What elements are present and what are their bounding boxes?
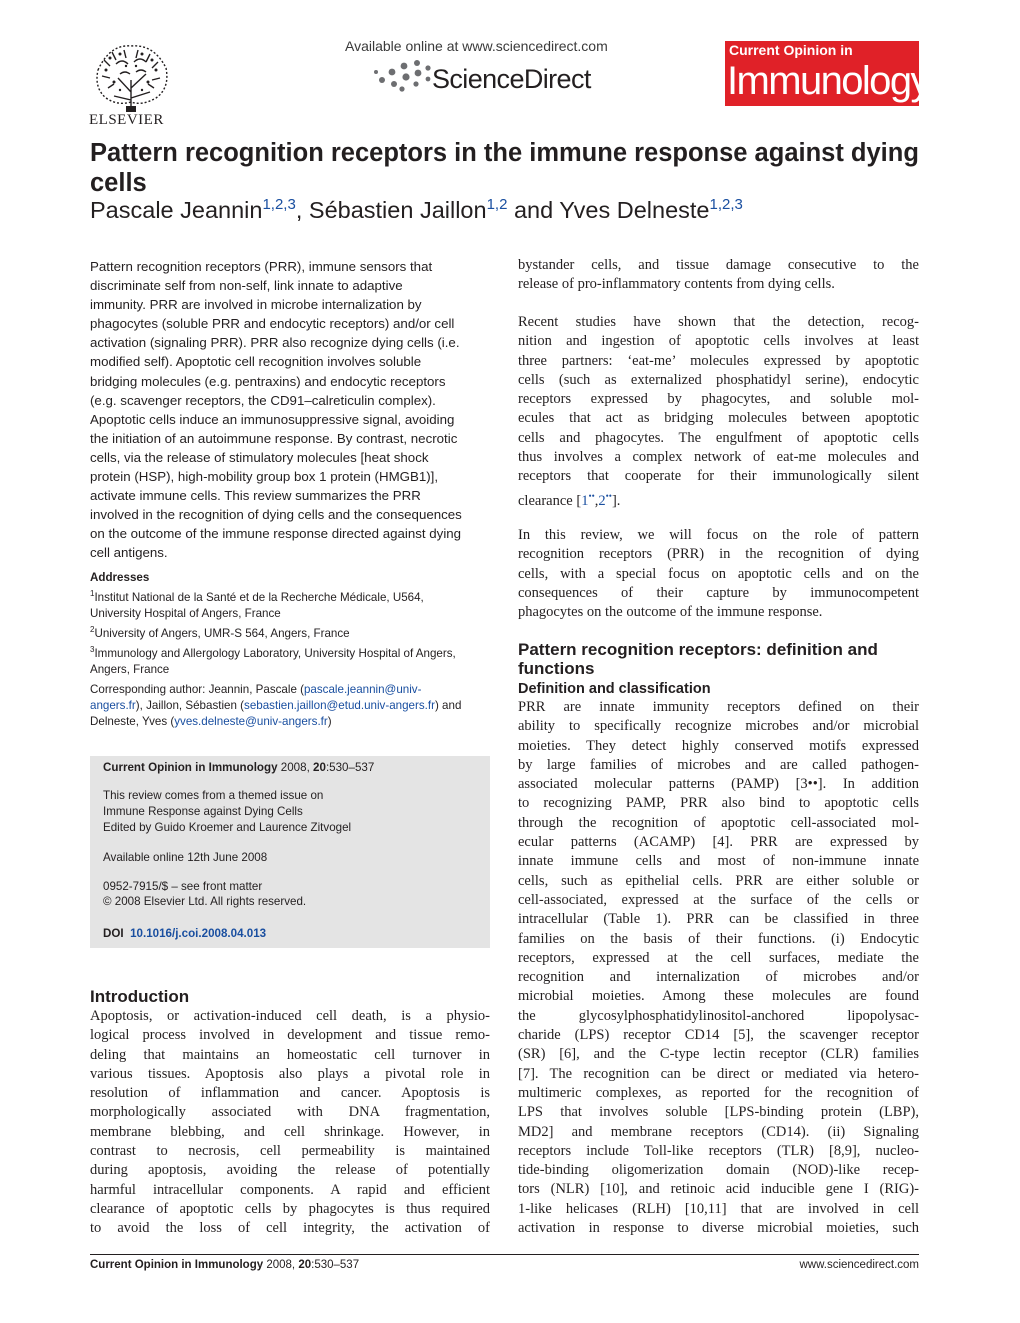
text-line: receptors include Toll-like receptors (TLR) [8,9], nucleo- bbox=[518, 1142, 919, 1159]
address-number: 2 bbox=[90, 624, 95, 634]
reference-importance: •• bbox=[588, 490, 595, 501]
year: 2008, bbox=[280, 761, 310, 774]
abstract-line: bridging molecules (e.g. pentraxins) and endocytic receptors bbox=[90, 373, 446, 389]
text-line: three partners: ‘eat-me’ molecules expressed by apoptotic bbox=[518, 352, 919, 369]
abstract-line: cell antigens. bbox=[90, 545, 168, 561]
text-line bbox=[518, 487, 919, 511]
text-line: bystander cells, and tissue damage consecutive to the bbox=[518, 257, 919, 273]
text-line: to avoid the loss of cell integrity, the activation of bbox=[90, 1220, 490, 1237]
footer-rule bbox=[90, 1254, 919, 1255]
copyright: © 2008 Elsevier Ltd. All rights reserved. bbox=[103, 895, 307, 908]
text-line: families on the basis of their functions. (i) Endocytic bbox=[518, 930, 919, 947]
text-line: ecules that act as bridging molecules between apoptotic bbox=[518, 410, 919, 427]
text-line: cells and phagocytes. The engulfment of apoptotic cells bbox=[518, 429, 919, 446]
text-line: deling that maintains an homeostatic cell turnover in bbox=[90, 1046, 490, 1063]
themed-issue-line: This review comes from a themed issue on bbox=[103, 789, 324, 802]
text-line: recognition receptors (PRR) in the recognition of dying bbox=[518, 546, 919, 563]
abstract-line: phagocytes (soluble PRR and endocytic receptors) and/or cell bbox=[90, 316, 455, 332]
abstract-line: cells, via the release of stimulatory molecules [heat shock bbox=[90, 449, 429, 465]
reference-link[interactable]: 2 bbox=[598, 492, 606, 509]
text-line: Apoptosis, or activation-induced cell death, is a physio- bbox=[90, 1008, 490, 1024]
abstract-line: activation (signaling PRR). PRR also recognize dying cells (i.e. bbox=[90, 335, 460, 351]
journal-logo bbox=[725, 41, 929, 106]
text-line: contrast to necrosis, cell permeability is maintained bbox=[90, 1143, 490, 1160]
abstract bbox=[90, 257, 490, 563]
text-line: moieties. They detect highly conserved motifs expressed bbox=[518, 737, 919, 754]
text-line: by large families of microbes and are called pathogen- bbox=[518, 756, 919, 773]
text-line: multimeric complexes, as reported for the recognition of bbox=[518, 1084, 919, 1101]
abstract-line: protein (HSP), high-mobility group box 1 protein (HMGB1)], bbox=[90, 469, 439, 485]
section-heading: Pattern recognition receptors: definition and functions bbox=[518, 640, 878, 678]
address-text: University Hospital of Angers, France bbox=[90, 606, 281, 620]
issn: 0952-7915/$ – see front matter bbox=[103, 880, 263, 893]
text-line: thus involves a complex network of eat-me molecules and bbox=[518, 449, 919, 466]
text-line: cells (such as externalized phosphatidyl serine), endocytic bbox=[518, 371, 919, 388]
text-line: to recognizing PAMP, PRR also bind to apoptotic cells bbox=[518, 795, 919, 812]
author-affiliation[interactable]: 1,2,3 bbox=[709, 196, 743, 213]
address-number: 3 bbox=[90, 644, 95, 654]
address-text: Immunology and Allergology Laboratory, University Hospital of Angers, bbox=[94, 646, 456, 660]
themed-issue-line: Immune Response against Dying Cells bbox=[103, 805, 303, 818]
text-line: ecular patterns (ACAMP) [4]. PRR are expressed by bbox=[518, 834, 919, 851]
author-name: Yves Delneste bbox=[559, 196, 710, 223]
text-line: receptors expressed by phagocytes, and soluble mol- bbox=[518, 391, 919, 408]
publisher-name: ELSEVIER bbox=[89, 112, 164, 128]
available-date: Available online 12th June 2008 bbox=[103, 851, 268, 864]
abstract-line: activate immune cells. This review summarizes the PRR bbox=[90, 488, 421, 504]
footer-pages: :530–537 bbox=[311, 1259, 360, 1271]
journal-logo-line2: Immunology bbox=[727, 59, 929, 103]
text-line: cells, such as epithelial cells. PRR are either soluble or bbox=[518, 872, 919, 889]
footer-year: 2008, bbox=[266, 1259, 296, 1271]
footer-citation bbox=[90, 1259, 359, 1271]
address-text: Angers, France bbox=[90, 662, 170, 676]
text-line: receptors, expressed at the cell surfaces, mediate the bbox=[518, 949, 919, 966]
themed-issue bbox=[103, 788, 483, 836]
themed-issue-line: Edited by Guido Kroemer and Laurence Zitvogel bbox=[103, 821, 352, 834]
text-line: recognition and internalization of microbes and/or bbox=[518, 969, 919, 986]
text-line: 1-like helicases (RLH) [10,11] that are involved in cell bbox=[518, 1200, 919, 1217]
corresponding-text: ), Jaillon, Sébastien ( bbox=[135, 699, 245, 712]
footer-volume: 20 bbox=[298, 1259, 312, 1271]
address-line bbox=[90, 606, 490, 622]
address-text: University of Angers, UMR-S 564, Angers, France bbox=[94, 626, 350, 640]
abstract-line: discriminate self from non-self, link innate to adaptive bbox=[90, 278, 403, 294]
text-line: (SR) [6], and the C-type lectin receptor (CLR) families bbox=[518, 1046, 919, 1063]
corresponding-text: Corresponding author: Jeannin, Pascale ( bbox=[90, 683, 304, 696]
abstract-line: modified self). Apoptotic cell recognition involves soluble bbox=[90, 354, 422, 370]
abstract-line: Apoptotic cells induce an immunosuppressive signal, avoiding bbox=[90, 411, 455, 427]
volume: 20 bbox=[313, 761, 326, 774]
abstract-line: Pattern recognition receptors (PRR), immune sensors that bbox=[90, 259, 433, 274]
addresses bbox=[90, 570, 490, 678]
addresses-list bbox=[90, 586, 490, 678]
abstract-line: on the outcome of the immune response directed against dying bbox=[90, 526, 462, 542]
text-line: Recent studies have shown that the detection, recog- bbox=[518, 314, 919, 330]
text-line: clearance of apoptotic cells by phagocytes is thus required bbox=[90, 1200, 490, 1217]
text-line: cell-associated, expressed at the surface of the cells or bbox=[518, 891, 919, 908]
text-line: resolution of inflammation and cancer. Apoptosis is bbox=[90, 1085, 490, 1102]
text-line: MD2] and membrane receptors (CD14). (ii) Signaling bbox=[518, 1123, 919, 1140]
author-affiliation[interactable]: 1,2,3 bbox=[262, 196, 296, 213]
text-line: In this review, we will focus on the role of pattern bbox=[518, 527, 919, 543]
corresponding-text: ) and bbox=[434, 699, 462, 712]
text-fragment: ]. bbox=[611, 492, 621, 509]
body-paragraph-4 bbox=[518, 698, 919, 1238]
abstract-line: involved in the recognition of dying cells and the consequences bbox=[90, 507, 462, 523]
text-line: nition and ingestion of apoptotic cells involves at least bbox=[518, 333, 919, 350]
author-name: Sébastien Jaillon bbox=[308, 196, 487, 223]
text-line: phagocytes on the outcome of the immune response. bbox=[518, 604, 823, 621]
text-line: microbial moieties. Among these molecules are found bbox=[518, 988, 919, 1005]
article-info-box bbox=[90, 756, 490, 948]
introduction-heading: Introduction bbox=[90, 987, 190, 1006]
author-name: Pascale Jeannin bbox=[90, 196, 263, 223]
doi-line bbox=[103, 926, 483, 942]
text-line: tors (NLR) [10], and retinoic acid inducible gene I (RIG)- bbox=[518, 1181, 919, 1198]
sciencedirect-dots-icon bbox=[372, 58, 436, 98]
text-fragment: clearance [ bbox=[518, 492, 582, 509]
citation-line bbox=[103, 760, 483, 776]
journal-name: Current Opinion in Immunology bbox=[103, 761, 278, 774]
text-line: PRR are innate immunity receptors defined on their bbox=[518, 699, 919, 715]
email-link-jeannin-cont[interactable]: angers.fr bbox=[90, 699, 136, 712]
text-line: intracellular (Table 1). PRR can be classified in three bbox=[518, 911, 919, 928]
email-link-delneste[interactable]: yves.delneste@univ-angers.fr bbox=[174, 715, 328, 728]
text-line: ability to specifically recognize microbes and/or microbial bbox=[518, 718, 919, 735]
email-link-jaillon[interactable]: sebastien.jaillon@etud.univ-angers.fr bbox=[244, 699, 435, 712]
text-line: the glycosylphosphatidylinositol-anchored lipopolysac- bbox=[518, 1007, 919, 1024]
body-paragraph-3 bbox=[518, 526, 919, 622]
address-line bbox=[90, 586, 490, 606]
address-text: Institut National de la Santé et de la Recherche Médicale, U564, bbox=[94, 590, 424, 604]
text-line: various tissues. Apoptosis also plays a pivotal role in bbox=[90, 1065, 490, 1082]
text-line: tide-binding oligomerization domain (NOD)-like recep- bbox=[518, 1162, 919, 1179]
abstract-line: (e.g. scavenger receptors, the CD91–calreticulin complex). bbox=[90, 392, 436, 408]
author-list bbox=[90, 196, 743, 224]
reference-importance: •• bbox=[605, 490, 612, 501]
author-separator: and bbox=[507, 196, 560, 223]
sciencedirect-logo bbox=[372, 58, 612, 103]
reference-link[interactable]: 1 bbox=[581, 492, 589, 509]
abstract-line: immunity. PRR are involved in microbe internalization by bbox=[90, 297, 422, 313]
text-line: harmful intracellular components. A rapid and efficient bbox=[90, 1181, 490, 1198]
author-separator: , bbox=[295, 196, 309, 223]
email-link-jeannin[interactable]: pascale.jeannin@univ- bbox=[303, 683, 422, 696]
text-line: innate immune cells and most of non-immune innate bbox=[518, 853, 919, 870]
corresponding-text: ) bbox=[327, 715, 332, 728]
abstract-line: the initiation of an autoimmune response. By contrast, necrotic bbox=[90, 430, 458, 446]
text-line: during apoptosis, avoiding the release of potentially bbox=[90, 1162, 490, 1179]
text-line: through the recognition of apoptotic cell-associated mol- bbox=[518, 814, 919, 831]
text-line: consequences of their capture by immunocompetent bbox=[518, 584, 919, 601]
footer-url[interactable]: www.sciencedirect.com bbox=[799, 1259, 919, 1271]
addresses-heading: Addresses bbox=[90, 571, 150, 584]
pages: :530–537 bbox=[325, 761, 375, 774]
address-line bbox=[90, 622, 490, 642]
body-paragraph-1 bbox=[518, 256, 919, 295]
text-line: charide (LPS) receptor CD14 [5], the scavenger receptor bbox=[518, 1027, 919, 1044]
text-line: membrane blebbing, and cell shrinkage. However, in bbox=[90, 1123, 490, 1140]
subsection-heading: Definition and classification bbox=[518, 681, 711, 697]
journal-logo-line1: Current Opinion in bbox=[729, 42, 853, 58]
doi-label: DOI bbox=[103, 927, 124, 940]
author-affiliation[interactable]: 1,2 bbox=[486, 196, 508, 213]
text-line: activation in response to diverse microbial moieties, such bbox=[518, 1220, 919, 1237]
address-number: 1 bbox=[90, 589, 95, 598]
text-line: morphologically associated with DNA fragmentation, bbox=[90, 1104, 490, 1121]
text-line: LPS that involves soluble [LPS-binding protein (LBP), bbox=[518, 1104, 919, 1121]
article-title: Pattern recognition receptors in the immune response against dying cells bbox=[90, 139, 919, 197]
available-online-text: Available online at www.sciencedirect.com bbox=[345, 38, 608, 54]
doi-link[interactable]: 10.1016/j.coi.2008.04.013 bbox=[130, 927, 267, 940]
sciencedirect-wordmark: ScienceDirect bbox=[432, 64, 591, 94]
text-line: release of pro-inflammatory contents from dying cells. bbox=[518, 276, 835, 293]
text-fragment: , bbox=[594, 492, 599, 509]
introduction-body bbox=[90, 1007, 490, 1239]
body-paragraph-2 bbox=[518, 313, 919, 511]
address-line bbox=[90, 642, 490, 662]
text-line: associated molecular patterns (PAMP) [3••]. In addition bbox=[518, 776, 919, 793]
corresponding-text: Delneste, Yves ( bbox=[90, 715, 175, 728]
text-line: [7]. The recognition can be direct or mediated via hetero- bbox=[518, 1065, 919, 1082]
address-line bbox=[90, 662, 490, 678]
text-line: logical process involved in development and tissue remo- bbox=[90, 1027, 490, 1044]
text-line: cells, with a special focus on apoptotic cells and on the bbox=[518, 565, 919, 582]
corresponding-author bbox=[90, 682, 490, 730]
text-line: receptors that cooperate for their immunologically silent bbox=[518, 468, 919, 485]
footer-journal: Current Opinion in Immunology bbox=[90, 1259, 264, 1271]
